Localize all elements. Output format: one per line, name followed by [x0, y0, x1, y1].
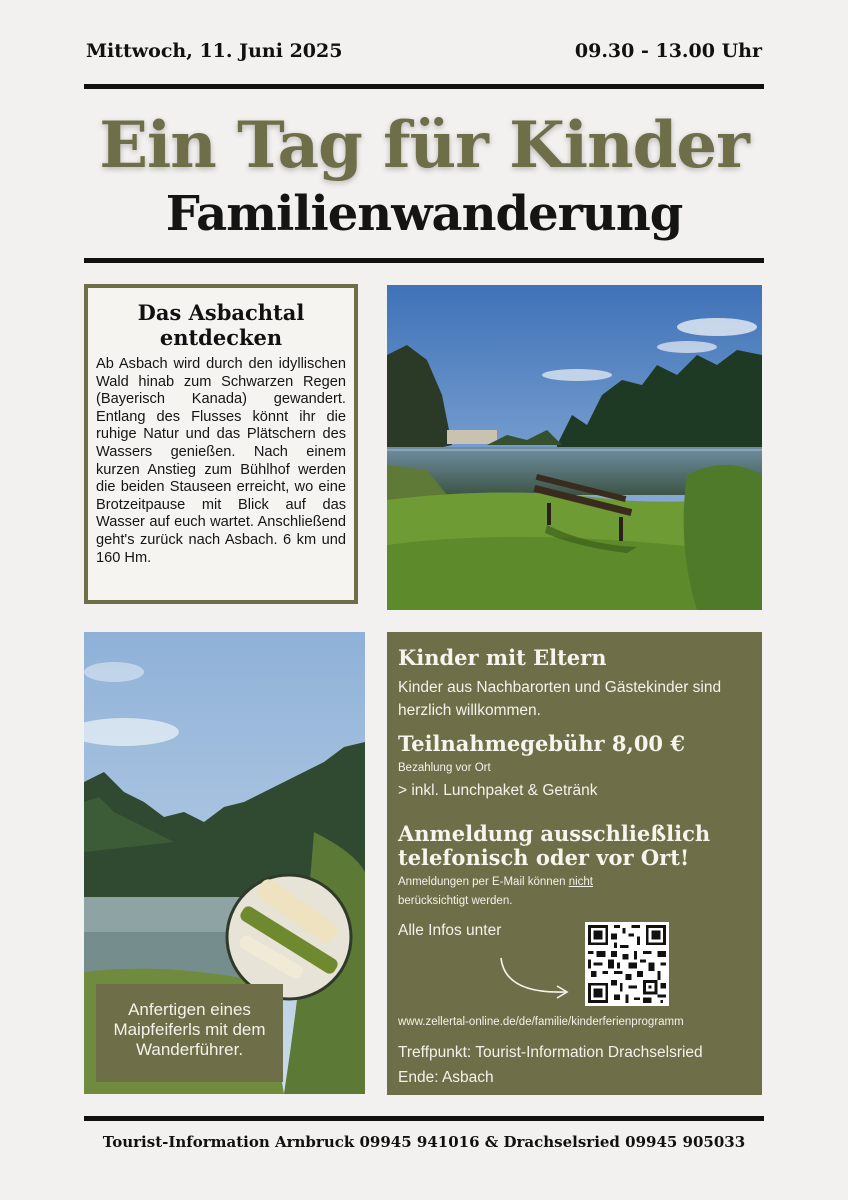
- lake-bench-illustration: [387, 285, 762, 610]
- whistle-caption: Anfertigen eines Maipfeiferls mit dem Wanderführer.: [96, 984, 283, 1082]
- title-divider: [84, 258, 764, 263]
- event-time: 09.30 - 13.00 Uhr: [574, 40, 762, 62]
- end-point: Ende: Asbach: [398, 1069, 494, 1086]
- qr-code-icon: [585, 922, 669, 1006]
- email-note-before: Anmeldungen per E-Mail können: [398, 876, 569, 888]
- info-heading-registration: Anmeldung ausschließlich telefonisch oder vor Ort!: [398, 821, 711, 870]
- qr-code[interactable]: [585, 922, 669, 1006]
- info-welcome-text: Kinder aus Nachbarorten und Gästekinder sind herzlich willkommen.: [398, 679, 722, 719]
- lake-bench-photo: [387, 285, 762, 610]
- included-items: > inkl. Lunchpaket & Getränk: [398, 782, 598, 799]
- footer-contact: Tourist-Information Arnbruck 09945 941016 & Drachselsried 09945 905033: [102, 1133, 746, 1151]
- page-title: Ein Tag für Kinder: [99, 108, 749, 183]
- bottom-divider: [84, 1116, 764, 1121]
- infos-label: Alle Infos unter: [398, 922, 502, 939]
- intro-box: [84, 284, 358, 604]
- meeting-point: Treffpunkt: Tourist-Information Drachselsried: [398, 1044, 703, 1061]
- email-note-after: berücksichtigt werden.: [398, 895, 513, 907]
- intro-heading: Das Asbachtal entdecken: [137, 300, 305, 350]
- info-heading-fee: Teilnahmegebühr 8,00 €: [398, 731, 685, 756]
- top-divider: [84, 84, 764, 89]
- page-subtitle: Familienwanderung: [165, 186, 683, 242]
- email-note-underlined: nicht: [568, 876, 593, 888]
- info-heading-children: Kinder mit Eltern: [398, 645, 607, 670]
- info-url[interactable]: www.zellertal-online.de/de/familie/kinderferienprogramm: [398, 1016, 684, 1028]
- event-date: Mittwoch, 11. Juni 2025: [86, 40, 343, 62]
- info-box: [387, 632, 762, 1095]
- intro-text: Ab Asbach wird durch den idyllischen Wald hinab zum Schwarzen Regen (Bayerisch Kanada) gewandert. Entlang des Flusses könnt ihr die ruhige Natur und das Plätschern des Wassers genießen. Nach einem kurzen Anstieg zum Bühlhof werden die beiden Stauseen erreicht, wo eine Brotzeitpause mit Blick auf das Wasser auf euch wartet. Anschließend geht's zurück nach Asbach. 6 km und 160 Hm.: [96, 356, 346, 566]
- arrow-icon: [497, 954, 577, 1004]
- payment-note: Bezahlung vor Ort: [398, 762, 491, 774]
- email-note: [398, 873, 658, 911]
